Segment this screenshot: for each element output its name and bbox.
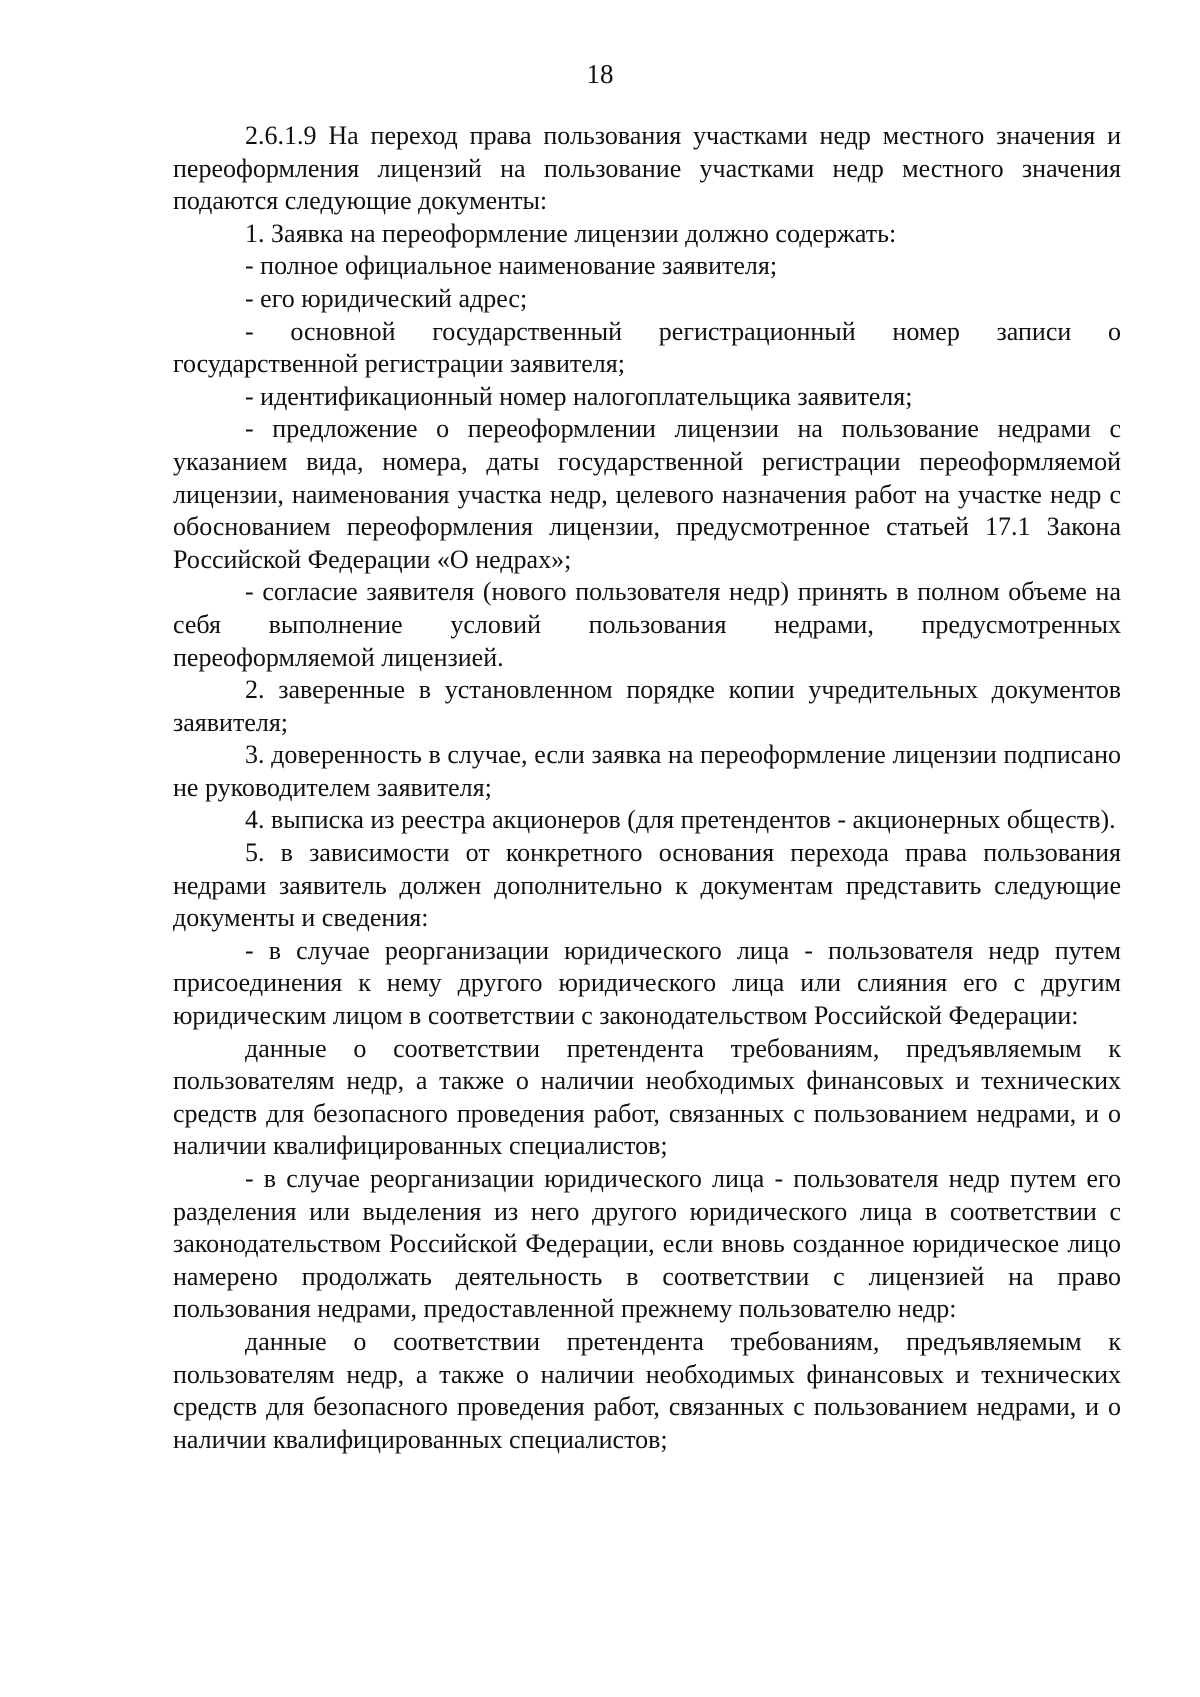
paragraph-item-1-application: 1. Заявка на переоформление лицензии должно содержать: [245, 218, 897, 248]
paragraph-dash-division: - в случае реорганизации юридического лица - пользователя недр путем его разделения или выделения из него другого юридического лица в соответствии с законодательством Российской Федерации, если вновь созданное юридическое лицо намерено продолжать деятельность в соответствии с лицензией на право пользования недрами, предоставленной прежнему пользователю недр: [173, 1164, 1121, 1324]
paragraph-item-3-power-of-attorney: 3. доверенность в случае, если заявка на переоформление лицензии подписано не руководителем заявителя; [173, 740, 1121, 802]
paragraph-dash-merger: - в случае реорганизации юридического лица - пользователя недр путем присоединения к нему другого юридического лица или слияния его с другим юридическим лицом в соответствии с законодательством Российской Федерации: [173, 935, 1121, 1031]
paragraph-dash-full-name: - полное официальное наименование заявителя; [245, 251, 778, 281]
paragraph-dash-inn: - идентификационный номер налогоплательщика заявителя; [245, 381, 913, 411]
paragraph-item-2-copies: 2. заверенные в установленном порядке копии учредительных документов заявителя; [173, 675, 1121, 737]
paragraph-dash-consent: - согласие заявителя (нового пользователя недр) принять в полном объеме на себя выполнение условий пользования недрами, предусмотренных переоформляемой лицензией. [173, 577, 1121, 672]
document-body [173, 120, 1121, 1456]
paragraph-dash-ogrn: - основной государственный регистрационный номер записи о государственной регистрации заявителя; [173, 316, 1121, 379]
paragraph-item-4-registry-extract: 4. выписка из реестра акционеров (для претендентов - акционерных обществ). [245, 805, 1116, 835]
page-number: 18 [586, 59, 614, 89]
paragraph-merger-data: данные о соответствии претендента требованиям, предъявляемым к пользователям недр, а также о наличии необходимых финансовых и технических средств для безопасного проведения работ, связанных с пользованием недрами, и о наличии квалифицированных специалистов; [173, 1033, 1121, 1161]
paragraph-dash-proposal: - предложение о переоформлении лицензии на пользование недрами с указанием вида, номера, даты государственной регистрации переоформляемой лицензии, наименования участка недр, целевого назначения работ на участке недр с обоснованием переоформления лицензии, предусмотренное статьей 17.1 Закона Российской Федерации «О недрах»; [173, 414, 1121, 574]
paragraph-dash-legal-address: - его юридический адрес; [245, 283, 528, 313]
paragraph-2-6-1-9: 2.6.1.9 На переход права пользования участками недр местного значения и переоформления лицензий на пользование участками недр местного значения подаются следующие документы: [173, 121, 1121, 216]
paragraph-division-data: данные о соответствии претендента требованиям, предъявляемым к пользователям недр, а также о наличии необходимых финансовых и технических средств для безопасного проведения работ, связанных с пользованием недрами, и о наличии квалифицированных специалистов; [173, 1326, 1121, 1454]
paragraph-item-5-additional-docs: 5. в зависимости от конкретного основания перехода права пользования недрами заявитель должен дополнительно к документам представить следующие документы и сведения: [173, 838, 1121, 933]
